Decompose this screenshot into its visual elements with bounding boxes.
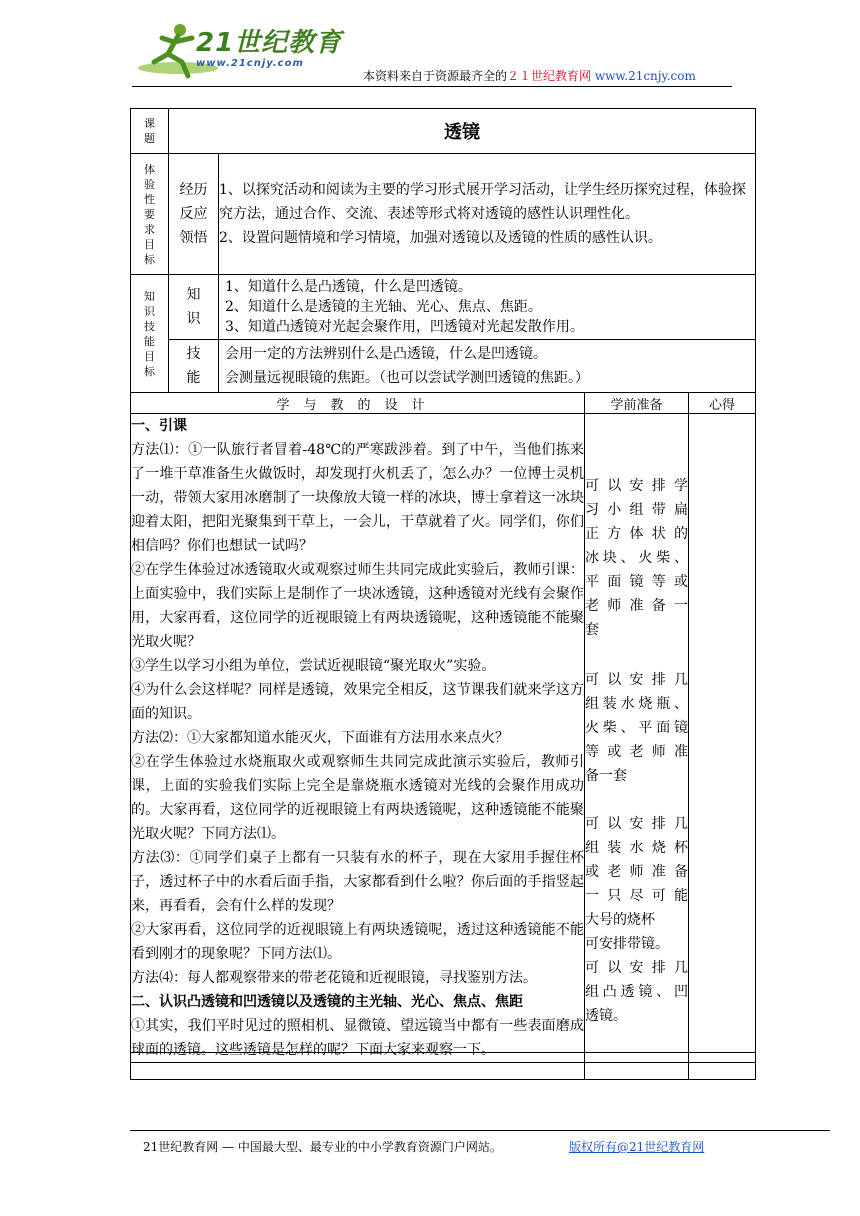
continuation-row	[131, 1053, 756, 1080]
continuation-notes-cell	[689, 1053, 756, 1080]
design-body	[131, 414, 585, 1063]
body-paragraph: 方法⑵：①大家都知道水能灭火，下面谁有方法用水来点火？	[131, 730, 509, 746]
topic-row	[131, 109, 756, 154]
header-note-url[interactable]: www.21cnjy.com	[594, 69, 696, 83]
body-paragraph: 方法⑶：①同学们桌子上都有一只装有水的杯子，现在大家用手握住杯子，透过杯子中的水看后面手指，大家都看到什么啦？你后面的手指竖起来，再看看，会有什么样的发现？	[131, 850, 584, 914]
continuation-table	[130, 1052, 756, 1080]
design-column-header: 学与教的设计	[131, 393, 585, 414]
prep-item: 可以安排几 组装水烧瓶、 火柴、平面镜 等或老师准 备一套	[585, 672, 688, 784]
prep-item: 可安排带镜。	[585, 936, 669, 952]
footer-copyright-link[interactable]: 版权所有@21世纪教育网	[569, 1140, 705, 1154]
body-paragraph: ③学生以学习小组为单位，尝试近视眼镜“聚光取火”实验。	[131, 658, 496, 674]
knowledge-row	[131, 275, 756, 340]
ability-text: 会用一定的方法辨别什么是凸透镜，什么是凹透镜。 会测量远视眼镜的焦距。（也可以尝试学测凹透镜的焦距。）	[219, 340, 756, 393]
header-divider	[132, 86, 732, 87]
prep-item: 可以安排几 组装水烧杯 或老师准备 一只尽可能 大号的烧杯	[585, 816, 688, 928]
header-note-site: ２１世纪教育网	[507, 69, 592, 83]
logo-text: 21世纪教育	[196, 28, 343, 58]
body-paragraph: ②在学生体验过水烧瓶取火或观察师生共同完成此演示实验后，教师引课，上面的实验我们实际上完全是靠烧瓶水透镜对光线的会聚作用成功的。大家再看，这位同学的近视眼镜上有两块透镜呢，这种透镜能不能聚光取火呢？下同方法⑴。	[131, 754, 584, 842]
knowledge-sublabel: 知 识	[169, 275, 219, 340]
prep-column-header: 学前准备	[585, 393, 689, 414]
ability-sublabel: 技 能	[169, 340, 219, 393]
knowledge-text: 1、知道什么是凸透镜，什么是凹透镜。 2、知道什么是透镜的主光轴、光心、焦点、焦距。 3、知道凸透镜对光起会聚作用，凹透镜对光起发散作用。	[219, 275, 756, 340]
section-heading: 一、引课	[131, 418, 187, 434]
design-body-row	[131, 414, 756, 1063]
design-header-row	[131, 393, 756, 414]
body-paragraph: ④为什么会这样呢？同样是透镜，效果完全相反，这节课我们就来学这方面的知识。	[131, 682, 584, 722]
continuation-prep-cell	[585, 1053, 689, 1080]
ability-row	[131, 340, 756, 393]
experience-text: 1、以探究活动和阅读为主要的学习形式展开学习活动，让学生经历探究过程，体验探究方法，通过合作、交流、表述等形式将对透镜的感性认识理性化。 2、设置问题情境和学习情境，加强对透镜以及透镜的性质的感性认识。	[219, 154, 756, 275]
experience-label: 体 验 性 要 求 目 标	[131, 154, 169, 275]
notes-column-header: 心得	[689, 393, 756, 414]
experience-row	[131, 154, 756, 275]
body-paragraph: ①其实，我们平时见过的照相机、显微镜、望远镜当中都有一些表面磨成球面的透镜。这些透镜是怎样的呢？下面大家来观察一下。	[131, 1018, 584, 1058]
lesson-plan-table	[130, 108, 756, 1063]
experience-sublabel: 经历 反应 领悟	[169, 154, 219, 275]
footer-text: 21世纪教育网 — 中国最大型、最专业的中小学教育资源门户网站。	[143, 1140, 502, 1154]
header-note-prefix: 本资料来自于资源最齐全的	[363, 69, 508, 83]
body-paragraph: ②大家再看，这位同学的近视眼镜上有两块透镜呢，透过这种透镜能不能看到刚才的现象呢？下同方法⑴。	[131, 922, 584, 962]
header-note	[363, 67, 696, 84]
skill-label: 知 识 技 能 目 标	[131, 275, 169, 393]
page-header	[0, 0, 860, 92]
notes-body	[689, 414, 756, 1063]
prep-item: 可以安排学 习小组带扁 正方体状的 冰块、火柴、 平面镜等或 老师准备一 套	[585, 478, 688, 638]
body-paragraph: ②在学生体验过冰透镜取火或观察过师生共同完成此实验后，教师引课：上面实验中，我们实际上是制作了一块冰透镜，这种透镜对光线有会聚作用，大家再看，这位同学的近视眼镜上有两块透镜呢，这种透镜能不能聚光取火呢？	[131, 562, 584, 650]
logo-url: www.21cnjy.com	[196, 58, 304, 69]
prep-body	[585, 414, 689, 1063]
lesson-title: 透镜	[169, 109, 756, 154]
footer-divider	[130, 1130, 830, 1131]
prep-item: 可以安排几 组凸透镜、凹 透镜。	[585, 960, 688, 1024]
continuation-design-cell	[131, 1053, 585, 1080]
body-paragraph: 方法⑴：①一队旅行者冒着-48℃的严寒跋涉着。到了中午，当他们拣来了一堆干草准备生火做饭时，却发现打火机丢了，怎么办？一位博士灵机一动，带领大家用冰磨制了一块像放大镜一样的冰块，博士拿着这一冰块迎着太阳，把阳光聚集到干草上，一会儿，干草就着了火。同学们，你们相信吗？你们也想试一试吗？	[131, 442, 584, 554]
body-paragraph: 方法⑷：每人都观察带来的带老花镜和近视眼镜，寻找鉴别方法。	[131, 970, 537, 986]
section-heading: 二、认识凸透镜和凹透镜以及透镜的主光轴、光心、焦点、焦距	[131, 994, 523, 1010]
topic-label: 课 题	[131, 109, 169, 154]
